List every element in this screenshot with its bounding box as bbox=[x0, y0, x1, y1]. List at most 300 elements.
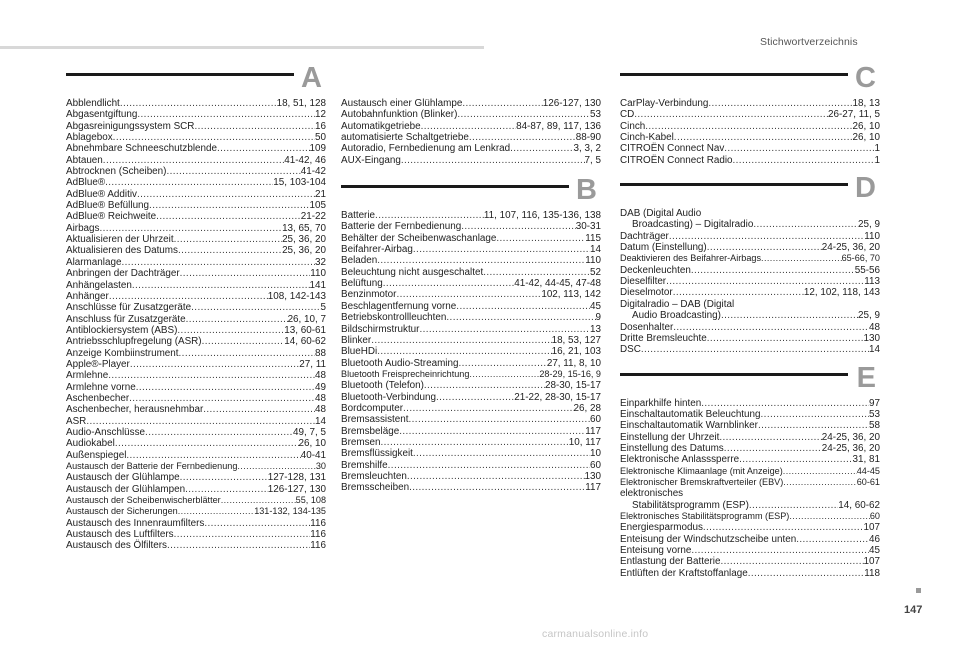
index-entry bbox=[66, 189, 326, 200]
index-entry bbox=[66, 234, 326, 245]
dot-leader bbox=[458, 358, 546, 369]
index-entry bbox=[341, 346, 601, 357]
index-entry-pages: 9 bbox=[595, 312, 601, 324]
index-entry-term: Austausch der Sicherungen bbox=[66, 506, 178, 517]
index-entry bbox=[620, 322, 880, 333]
index-entry-pages: 14, 60-62 bbox=[838, 499, 880, 511]
index-entry bbox=[66, 245, 326, 256]
index-entry bbox=[620, 253, 880, 264]
dot-leader bbox=[217, 143, 310, 154]
index-entry-pages: 55, 108 bbox=[295, 495, 326, 506]
index-entry-pages: 48 bbox=[315, 370, 326, 382]
index-entry bbox=[620, 568, 880, 579]
dot-leader bbox=[136, 382, 315, 393]
index-entry-pages: 32 bbox=[315, 256, 326, 268]
dot-leader bbox=[401, 155, 585, 166]
index-entry bbox=[341, 121, 601, 132]
index-entry-term: Autoradio, Fernbedienung am Lenkrad bbox=[341, 143, 511, 155]
dot-leader bbox=[424, 380, 545, 391]
index-entry-term: Einparkhilfe hinten bbox=[620, 397, 702, 409]
index-entry bbox=[620, 132, 880, 143]
dot-leader bbox=[86, 416, 315, 427]
index-entry bbox=[66, 166, 326, 177]
index-entry bbox=[66, 450, 326, 461]
index-entry-term: Audiokabel bbox=[66, 438, 115, 450]
section-header-b bbox=[341, 174, 601, 207]
index-entry-pages: 7, 5 bbox=[584, 154, 601, 166]
index-entry bbox=[66, 416, 326, 427]
index-entry-pages: 16, 21, 103 bbox=[551, 346, 601, 358]
index-entry-term: Bremshilfe bbox=[341, 459, 388, 471]
dot-leader bbox=[179, 348, 315, 359]
dot-leader bbox=[105, 177, 273, 188]
index-entry bbox=[66, 393, 326, 404]
index-entry-term: Apple®-Player bbox=[66, 358, 130, 370]
index-entry-pages: 26, 10, 7 bbox=[287, 313, 326, 325]
dot-leader bbox=[469, 369, 539, 380]
index-entry-pages: 18, 13 bbox=[852, 98, 880, 109]
index-entry-pages: 60 bbox=[590, 414, 601, 426]
dot-leader bbox=[496, 233, 585, 244]
index-entry-pages: 118 bbox=[864, 567, 880, 579]
index-entry-pages: 31, 81 bbox=[852, 454, 880, 466]
index-entry-term: Austausch einer Glühlampe bbox=[341, 98, 463, 109]
index-entry-pages: 48 bbox=[869, 321, 880, 333]
dot-leader bbox=[483, 267, 590, 278]
index-entry-term: CarPlay-Verbindung bbox=[620, 98, 709, 109]
index-entry-term: Beleuchtung nicht ausgeschaltet bbox=[341, 266, 484, 278]
index-entry-term: DAB (Digital Audio bbox=[620, 208, 702, 220]
dot-leader bbox=[691, 545, 869, 556]
index-entry-term: Airbags bbox=[66, 222, 100, 234]
index-entry-pages: 141 bbox=[309, 279, 326, 291]
section-c bbox=[620, 62, 880, 166]
index-entry bbox=[620, 443, 880, 454]
dot-leader bbox=[673, 287, 804, 298]
page-marker bbox=[916, 588, 921, 593]
index-entry-term: Beladen bbox=[341, 255, 378, 267]
index-entry-term: Broadcasting) – Digitalradio bbox=[632, 219, 754, 231]
index-entry-term: Elektronisches Stabilitätsprogramm (ESP) bbox=[620, 510, 790, 521]
index-entry bbox=[66, 109, 326, 120]
index-entry-pages: 116 bbox=[310, 540, 326, 552]
index-entry bbox=[66, 495, 326, 506]
dot-leader bbox=[796, 534, 869, 545]
index-entry bbox=[66, 438, 326, 449]
index-entry-term: Dieselmotor bbox=[620, 287, 673, 299]
index-entry bbox=[341, 301, 601, 312]
dot-leader bbox=[724, 143, 874, 154]
index-entry-term: Austausch des Luftfilters bbox=[66, 529, 174, 541]
index-entry-term: Aschenbecher, herausnehmbar bbox=[66, 404, 204, 416]
index-entry-term: Austausch der Scheibenwischerblätter bbox=[66, 495, 221, 506]
index-entry-pages: 49, 7, 5 bbox=[293, 426, 326, 438]
dot-leader bbox=[137, 189, 315, 200]
index-entry-term: Einschaltautomatik Beleuchtung bbox=[620, 408, 761, 420]
index-entry bbox=[341, 437, 601, 448]
index-entry bbox=[341, 369, 601, 380]
index-entry-term: Antiblockiersystem (ABS) bbox=[66, 324, 178, 336]
index-entry-pages: 45 bbox=[869, 545, 880, 556]
header-rule bbox=[0, 46, 484, 49]
index-entry-pages: 25, 9 bbox=[858, 219, 880, 231]
index-entry-pages: 115 bbox=[585, 232, 601, 244]
index-entry-term: Einstellung der Uhrzeit bbox=[620, 431, 720, 443]
index-entry-term: Anzeige Kombiinstrument bbox=[66, 347, 179, 359]
index-entry bbox=[66, 427, 326, 438]
index-entry bbox=[620, 454, 880, 465]
index-entry-term: Deckenleuchten bbox=[620, 264, 691, 276]
index-entry-pages: 28-30, 15-17 bbox=[544, 380, 601, 392]
dot-leader bbox=[707, 333, 864, 344]
index-entry-pages: 126-127, 130 bbox=[542, 98, 601, 109]
index-entry-term: Behälter der Scheibenwaschanlage bbox=[341, 232, 497, 244]
index-list-b bbox=[341, 210, 601, 494]
dot-leader bbox=[724, 443, 822, 454]
index-entry-term: Energiesparmodus bbox=[620, 522, 703, 534]
section-header-a bbox=[66, 62, 326, 94]
dot-leader bbox=[178, 506, 254, 517]
index-entry bbox=[620, 477, 880, 488]
dot-leader bbox=[174, 529, 311, 540]
index-entry-term: Dieselfilter bbox=[620, 276, 667, 288]
index-entry-pages: 130 bbox=[863, 332, 880, 344]
index-entry-pages: 5 bbox=[320, 302, 326, 314]
dot-leader bbox=[202, 336, 285, 347]
dot-leader bbox=[719, 432, 821, 443]
index-entry-term: Bremsassistent bbox=[341, 414, 409, 426]
index-entry bbox=[341, 233, 601, 244]
index-entry-pages: 117 bbox=[585, 425, 601, 437]
index-entry bbox=[620, 219, 880, 230]
section-letter: A bbox=[301, 62, 322, 94]
section-b bbox=[341, 174, 601, 494]
dot-leader bbox=[761, 409, 869, 420]
dot-leader bbox=[645, 121, 852, 132]
index-entry-pages: 26, 10 bbox=[852, 132, 880, 144]
dot-leader bbox=[381, 437, 569, 448]
index-entry-pages: 105 bbox=[309, 200, 326, 212]
index-entry-term: Blinker bbox=[341, 334, 372, 346]
section-letter: E bbox=[856, 361, 876, 394]
dot-leader bbox=[707, 242, 822, 253]
index-entry-pages: 55-56 bbox=[854, 264, 880, 276]
index-list-a bbox=[66, 98, 326, 552]
index-entry-term: Elektronische Anlasssperre bbox=[620, 454, 740, 466]
index-entry-pages: 84-87, 89, 117, 136 bbox=[516, 120, 601, 132]
index-entry-pages: 116 bbox=[310, 517, 326, 529]
dot-leader bbox=[185, 484, 268, 495]
index-entry bbox=[66, 257, 326, 268]
index-entry-term: Bremsen bbox=[341, 436, 381, 448]
section-header-c bbox=[620, 62, 880, 94]
index-entry-pages: 131-132, 134-135 bbox=[254, 506, 326, 517]
index-entry-pages: 44-45 bbox=[856, 465, 880, 476]
watermark-text: carmanualsonline.info bbox=[542, 628, 649, 640]
index-entry-term: Abgasreinigungssystem SCR bbox=[66, 120, 195, 132]
column-b bbox=[341, 98, 601, 500]
index-entry bbox=[66, 143, 326, 154]
index-list-c bbox=[620, 98, 880, 166]
dot-leader bbox=[413, 244, 590, 255]
index-entry-term: Anschluss für Zusatzgeräte bbox=[66, 313, 186, 325]
dot-leader bbox=[221, 495, 296, 506]
index-entry bbox=[341, 210, 601, 221]
index-entry-pages: 58 bbox=[869, 420, 880, 432]
index-entry-pages: 48 bbox=[315, 392, 326, 404]
index-entry-pages: 14, 60-62 bbox=[284, 336, 326, 348]
index-entry-term: CITROËN Connect Nav bbox=[620, 143, 725, 155]
index-entry-pages: 107 bbox=[863, 522, 880, 534]
index-entry-term: AdBlue® Reichweite bbox=[66, 211, 157, 223]
index-entry bbox=[66, 404, 326, 415]
index-entry bbox=[341, 132, 601, 143]
index-entry-term: BlueHDi bbox=[341, 346, 378, 358]
index-entry-term: Dachträger bbox=[620, 230, 669, 242]
index-entry bbox=[620, 287, 880, 298]
dot-leader bbox=[108, 370, 315, 381]
index-entry bbox=[620, 466, 880, 477]
index-entry bbox=[66, 132, 326, 143]
index-entry-term: Batterie der Fernbedienung bbox=[341, 221, 462, 233]
index-entry bbox=[620, 265, 880, 276]
index-entry bbox=[66, 325, 326, 336]
index-entry bbox=[620, 500, 880, 511]
dot-leader bbox=[180, 268, 311, 279]
index-entry-term: Belüftung bbox=[341, 278, 383, 290]
index-entry bbox=[620, 98, 880, 109]
dot-leader bbox=[178, 245, 282, 256]
index-entry-term: Austausch der Glühlampen bbox=[66, 483, 186, 495]
index-entry-term: automatisierte Schaltgetriebe bbox=[341, 132, 469, 144]
index-entry bbox=[341, 98, 601, 109]
index-entry-pages: 10, 117 bbox=[568, 436, 601, 448]
index-entry-term: Beschlagentfernung vorne bbox=[341, 300, 457, 312]
dot-leader bbox=[669, 231, 864, 242]
dot-leader bbox=[666, 276, 864, 287]
index-entry-term: Enteisung der Windschutzscheibe unten bbox=[620, 533, 797, 545]
index-entry bbox=[341, 278, 601, 289]
index-entry-term: Armlehne vorne bbox=[66, 381, 136, 393]
index-entry-pages: 127-128, 131 bbox=[267, 472, 326, 484]
index-entry-pages: 1 bbox=[874, 154, 880, 166]
dot-leader bbox=[634, 109, 828, 120]
index-entry-pages: 25, 9 bbox=[858, 310, 880, 322]
index-entry-pages: 97 bbox=[869, 397, 880, 409]
dot-leader bbox=[103, 155, 284, 166]
index-entry-term: Austausch der Batterie der Fernbedienung bbox=[66, 461, 238, 471]
index-entry bbox=[66, 223, 326, 234]
index-entry bbox=[620, 333, 880, 344]
index-entry-pages: 116 bbox=[310, 529, 326, 541]
section-bar bbox=[341, 185, 569, 188]
index-entry-pages: 110 bbox=[310, 268, 326, 280]
index-entry bbox=[66, 540, 326, 551]
dot-leader bbox=[174, 234, 282, 245]
index-entry bbox=[341, 255, 601, 266]
index-entry bbox=[620, 231, 880, 242]
dot-leader bbox=[186, 314, 288, 325]
dot-leader bbox=[761, 253, 842, 264]
section-header-e bbox=[620, 361, 880, 394]
index-entry-pages: 24-25, 36, 20 bbox=[821, 442, 880, 454]
section-a bbox=[66, 62, 326, 552]
dot-leader bbox=[674, 132, 853, 143]
dot-leader bbox=[446, 312, 595, 323]
index-entry bbox=[620, 409, 880, 420]
index-entry-term: AdBlue® Befüllung bbox=[66, 200, 150, 212]
section-a-continued bbox=[341, 98, 601, 166]
index-entry bbox=[620, 310, 880, 321]
index-list-d bbox=[620, 208, 880, 355]
index-entry bbox=[341, 244, 601, 255]
index-entry bbox=[341, 143, 601, 154]
index-entry-term: Einschaltautomatik Warnblinker bbox=[620, 420, 758, 432]
index-entry bbox=[66, 359, 326, 370]
section-letter: C bbox=[855, 62, 876, 94]
dot-leader bbox=[703, 522, 864, 533]
dot-leader bbox=[436, 392, 514, 403]
dot-leader bbox=[409, 414, 591, 425]
index-entry-term: Bremsscheiben bbox=[341, 482, 410, 494]
index-entry bbox=[66, 211, 326, 222]
index-entry-pages: 107 bbox=[863, 556, 880, 568]
index-entry-pages: 27, 11 bbox=[299, 358, 326, 370]
dot-leader bbox=[461, 221, 576, 232]
index-entry bbox=[620, 344, 880, 355]
dot-leader bbox=[204, 518, 310, 529]
index-entry bbox=[66, 302, 326, 313]
index-entry-pages: 88-90 bbox=[575, 132, 601, 144]
index-entry bbox=[341, 448, 601, 459]
index-entry-term: Außenspiegel bbox=[66, 449, 127, 461]
dot-leader bbox=[419, 324, 590, 335]
index-entry-pages: 10 bbox=[590, 448, 601, 460]
index-entry-pages: 18, 53, 127 bbox=[551, 334, 601, 346]
index-entry-term: Dritte Bremsleuchte bbox=[620, 332, 707, 344]
section-letter: B bbox=[576, 174, 597, 207]
dot-leader bbox=[191, 302, 320, 313]
dot-leader bbox=[121, 257, 315, 268]
index-entry-pages: 21-22 bbox=[300, 211, 326, 223]
index-entry bbox=[341, 335, 601, 346]
section-bar bbox=[66, 73, 294, 76]
index-entry bbox=[341, 471, 601, 482]
index-entry-term: Ablagebox bbox=[66, 132, 113, 144]
index-entry-pages: 102, 113, 142 bbox=[541, 289, 601, 301]
index-entry-term: Benzinmotor bbox=[341, 289, 397, 301]
index-entry-pages: 53 bbox=[869, 408, 880, 420]
index-entry-term: Audio-Anschlüsse bbox=[66, 426, 146, 438]
index-entry-term: AdBlue® bbox=[66, 177, 106, 189]
section-letter: D bbox=[855, 172, 876, 205]
dot-leader bbox=[708, 98, 852, 109]
dot-leader bbox=[733, 155, 875, 166]
index-entry bbox=[620, 420, 880, 431]
index-entry-pages: 108, 142-143 bbox=[267, 290, 326, 302]
section-bar bbox=[620, 373, 848, 376]
index-entry-term: Automatikgetriebe bbox=[341, 120, 421, 132]
index-list-a-continued bbox=[341, 98, 601, 166]
page-header-title: Stichwortverzeichnis bbox=[760, 36, 858, 48]
index-entry bbox=[66, 268, 326, 279]
index-entry-term: Antriebsschlupfregelung (ASR) bbox=[66, 336, 202, 348]
dot-leader bbox=[510, 143, 573, 154]
index-entry-term: Bremsleuchten bbox=[341, 470, 407, 482]
dot-leader bbox=[783, 477, 857, 488]
section-d bbox=[620, 172, 880, 356]
index-entry-term: Bremsbeläge bbox=[341, 425, 400, 437]
dot-leader bbox=[149, 200, 309, 211]
index-entry-term: Elektronischer Bremskraftverteiler (EBV) bbox=[620, 476, 784, 487]
index-entry-pages: 65-66, 70 bbox=[841, 253, 880, 264]
index-entry bbox=[341, 267, 601, 278]
index-entry-pages: 53 bbox=[590, 109, 601, 121]
dot-leader bbox=[409, 482, 585, 493]
index-entry-pages: 45 bbox=[590, 300, 601, 312]
index-entry-term: ASR bbox=[66, 415, 87, 427]
index-entry bbox=[620, 432, 880, 443]
index-entry bbox=[341, 221, 601, 232]
index-entry-term: Elektronische Klimaanlage (mit Anzeige) bbox=[620, 465, 783, 476]
index-entry-term: Cinch bbox=[620, 120, 646, 132]
index-entry-term: CITROËN Connect Radio bbox=[620, 154, 733, 166]
index-entry bbox=[620, 109, 880, 120]
index-entry-term: Aktualisieren der Uhrzeit bbox=[66, 234, 174, 246]
section-bar bbox=[620, 183, 848, 186]
index-entry bbox=[66, 461, 326, 472]
index-entry-term: Abtrocknen (Scheiben) bbox=[66, 166, 167, 178]
index-entry-term: Abtauen bbox=[66, 154, 103, 166]
index-entry-pages: 48 bbox=[315, 404, 326, 416]
index-entry bbox=[341, 482, 601, 493]
page-number: 147 bbox=[904, 604, 923, 616]
dot-leader bbox=[180, 472, 268, 483]
dot-leader bbox=[388, 460, 590, 471]
dot-leader bbox=[126, 450, 300, 461]
dot-leader bbox=[371, 335, 551, 346]
index-entry-pages: 26-27, 11, 5 bbox=[828, 109, 880, 121]
dot-leader bbox=[691, 265, 855, 276]
index-entry-pages: 26, 28 bbox=[573, 402, 601, 414]
dot-leader bbox=[758, 420, 869, 431]
index-entry bbox=[66, 506, 326, 517]
dot-leader bbox=[421, 121, 516, 132]
dot-leader bbox=[748, 568, 865, 579]
index-entry-term: Cinch-Kabel bbox=[620, 132, 674, 144]
index-entry-pages: 14 bbox=[590, 244, 601, 256]
index-entry-term: Bremsflüssigkeit bbox=[341, 448, 413, 460]
dot-leader bbox=[377, 346, 551, 357]
index-entry bbox=[620, 534, 880, 545]
dot-leader bbox=[377, 255, 585, 266]
index-entry bbox=[66, 121, 326, 132]
index-entry-pages: 30-31 bbox=[575, 221, 601, 233]
dot-leader bbox=[721, 310, 858, 321]
index-entry-pages: 88 bbox=[315, 347, 326, 359]
index-entry-pages: 40-41 bbox=[300, 449, 326, 461]
index-entry-term: Bildschirmstruktur bbox=[341, 323, 420, 335]
index-entry-term: Anbringen der Dachträger bbox=[66, 268, 180, 280]
index-entry bbox=[341, 414, 601, 425]
index-list-e bbox=[620, 398, 880, 580]
index-entry-term: Bluetooth Freisprecheinrichtung bbox=[341, 368, 470, 379]
index-entry-pages: 110 bbox=[585, 255, 601, 267]
index-entry-pages: 27, 11, 8, 10 bbox=[546, 357, 601, 369]
index-entry-pages: 46 bbox=[869, 533, 880, 545]
dot-leader bbox=[237, 461, 316, 472]
dot-leader bbox=[641, 344, 869, 355]
